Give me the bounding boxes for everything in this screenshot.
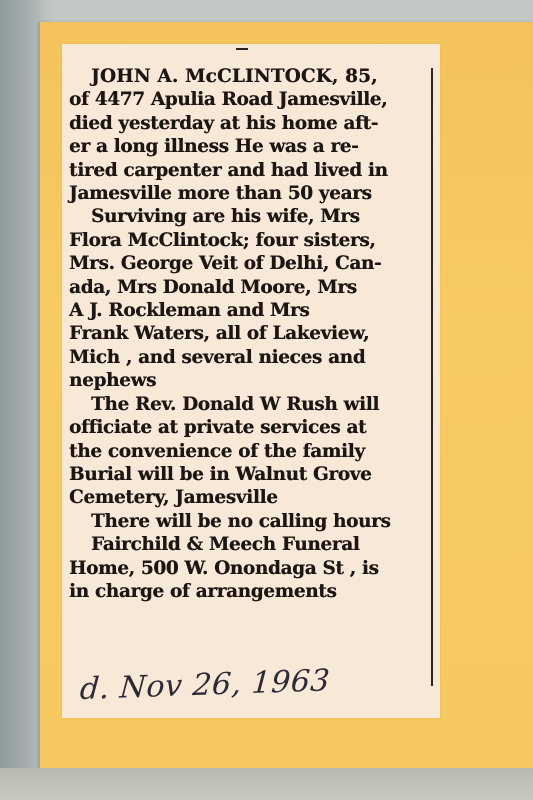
obituary-line: The Rev. Donald W Rush will [91, 393, 380, 415]
handwritten-date-note: d. Nov 26, 1963 [78, 663, 332, 708]
obituary-line: ada, Mrs Donald Moore, Mrs [69, 276, 357, 298]
obituary-line: There will be no calling hours [91, 510, 391, 532]
obituary-line: nephews [69, 370, 157, 392]
obituary-line: Mrs. George Veit of Delhi, Can- [69, 253, 382, 275]
obituary-line: died yesterday at his home aft- [69, 112, 379, 134]
obituary-line: Surviving are his wife, Mrs [91, 206, 360, 228]
table-surface [0, 768, 533, 800]
obituary-line: Fairchild & Meech Funeral [91, 534, 360, 556]
obituary-headline: JOHN A. McCLINTOCK, 85, [91, 66, 378, 87]
obituary-line: er a long illness He was a re- [69, 136, 359, 158]
obituary-line: Burial will be in Walnut Grove [69, 463, 372, 485]
obituary-line: Frank Waters, all of Lakeview, [69, 323, 370, 345]
obituary-line: in charge of arrangements [69, 580, 337, 602]
obituary-line: the convenience of the family [69, 440, 365, 462]
obituary-line: of 4477 Apulia Road Jamesville, [69, 89, 388, 111]
obituary-line: A J. Rockleman and Mrs [69, 300, 310, 322]
newspaper-clipping [62, 44, 440, 718]
obituary-line: Home, 500 W. Onondaga St , is [69, 557, 379, 579]
obituary-line: tired carpenter and had lived in [69, 159, 388, 181]
obituary-line: Jamesville more than 50 years [69, 183, 372, 205]
obituary-text [69, 65, 434, 603]
obituary-line: Flora McClintock; four sisters, [69, 229, 376, 251]
column-tick-mark [236, 48, 248, 50]
obituary-line: Mich , and several nieces and [69, 346, 366, 368]
obituary-line: officiate at private services at [69, 417, 367, 439]
obituary-line: Cemetery, Jamesville [69, 487, 278, 509]
